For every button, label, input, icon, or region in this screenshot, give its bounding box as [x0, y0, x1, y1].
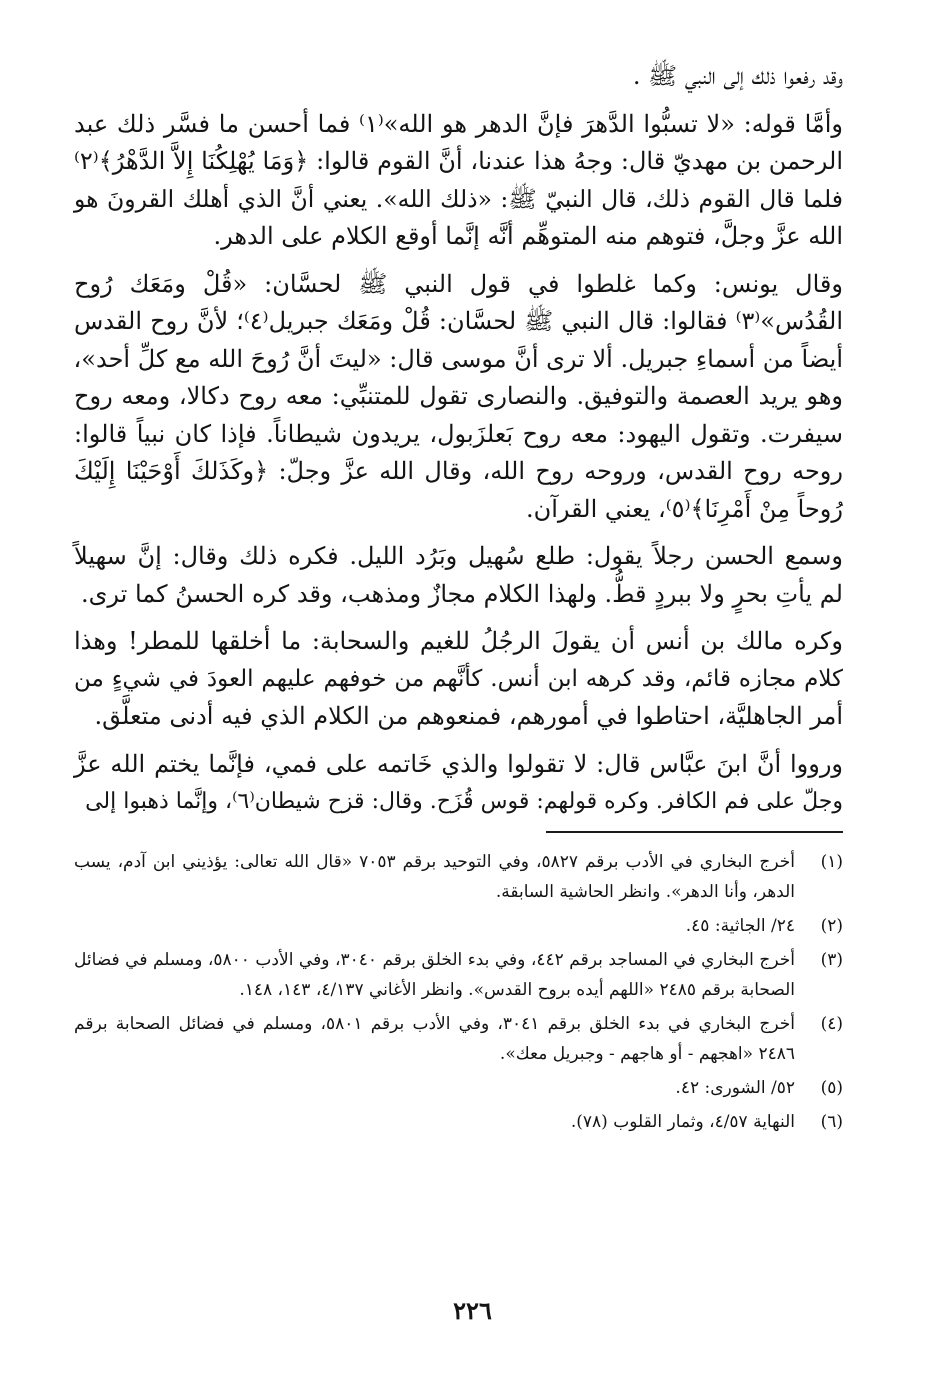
footnote-number: (٣)	[820, 949, 843, 970]
text-line: القُدُس»⁽٣⁾ فقالوا: قال النبي ﷺ لحسَّان: قُلْ ومَعَك جبريل⁽٤⁾؛ لأنَّ روح القدس	[74, 307, 843, 335]
footnote-number: (٦)	[820, 1111, 843, 1132]
footnote	[74, 945, 843, 1005]
footnotes	[74, 847, 843, 1137]
text-line: وكره مالك بن أنس أن يقولَ الرجُلُ للغيم والسحابة: ما أخلقها للمطر! وهذا	[74, 627, 843, 655]
text-line: سيفرت. وتقول اليهود: معه روح بَعلزَبول، يريدون شيطاناً. فإذا كان نبياً قالوا:	[74, 419, 843, 448]
footnote-text: النهاية ٤/٥٧، وثمار القلوب (٧٨).	[570, 1111, 795, 1132]
footnote-number: (٤)	[820, 1013, 843, 1034]
footnote-number: (٥)	[820, 1077, 843, 1098]
footnote-text: أخرج البخاري في بدء الخلق برقم ٣٠٤١، وفي الأدب برقم ٥٨٠١، ومسلم في فضائل الصحابة برقم ٢٤٨٦ «اهجهم - أو هاجهم - وجبريل معك».	[74, 1013, 796, 1064]
body-text	[74, 58, 843, 821]
text-line: وجلّ على فم الكافر. وكره قولهم: قوس قُزَح. وقال: قزح شيطان⁽٦⁾، وإنَّما ذهبوا إلى	[85, 789, 843, 814]
footnote-number: (٢)	[820, 915, 843, 936]
text-line: وسمع الحسن رجلاً يقول: طلع سُهيل وبَرُد الليل. فكره ذلك وقال: إنَّ سهيلاً	[74, 542, 843, 570]
text-line: وقد رفعوا ذلك إلى النبي ﷺ .	[632, 62, 843, 90]
text-line: وقال يونس: وكما غلطوا في قول النبي ﷺ لحسَّان: «قُلْ ومَعَك رُوح	[74, 269, 843, 298]
paragraph	[74, 58, 843, 96]
text-line: ورووا أنَّ ابنَ عبَّاس قال: لا تقولوا والذي خَاتمه على فمي، فإنَّما يختم الله عزَّ	[74, 749, 843, 778]
text-line: وأمَّا قوله: «لا تسبُّوا الدَّهرَ فإنَّ الدهر هو الله»⁽١⁾ فما أحسن ما فسَّر ذلك عبد	[74, 109, 843, 138]
page-number: ٢٢٦	[453, 1296, 492, 1325]
text-line: روحه روح القدس، وروحه روح الله، وقال الله عزَّ وجلّ: ﴿وكَذَلكَ أَوْحَيْنَا إِلَيْكَ	[74, 457, 843, 485]
text-line: وهو يريد العصمة والتوفيق. والنصارى تقول للمتنبِّي: معه روح دكالا، ومعه روح	[74, 382, 843, 410]
paragraph	[74, 538, 843, 613]
footnote	[74, 1107, 843, 1137]
footnote-text: ٥٢/ الشورى: ٤٢.	[675, 1077, 795, 1098]
text-line: لم يأتِ بحرٍ ولا ببردٍ قطُّ. ولهذا الكلام مجازٌ ومذهب، وقد كره الحسنُ كما ترى.	[80, 579, 843, 608]
paragraph	[74, 266, 843, 529]
text-line: الرحمن بن مهديّ قال: وجهُ هذا عندنا، أنَّ القوم قالوا: ﴿وَمَا يُهْلِكُنَا إِلاَّ الدَّهْرُ﴾⁽٢⁾	[74, 147, 843, 175]
footnote-number: (١)	[820, 851, 843, 872]
text-line: فلما قال القوم ذلك، قال النبيّ ﷺ: «ذلك الله». يعني أنَّ الذي أهلك القرونَ هو	[74, 184, 843, 213]
footnote	[74, 847, 843, 907]
paragraph	[74, 106, 843, 256]
text-line: أيضاً من أسماءِ جبريل. ألا ترى أنَّ موسى قال: «ليتَ أنَّ رُوحَ الله مع كلِّ أحد»،	[73, 344, 843, 373]
footnote	[74, 911, 843, 941]
footnote-text: ٢٤/ الجاثية: ٤٥.	[685, 915, 795, 936]
footnote-text: أخرج البخاري في الأدب برقم ٥٨٢٧، وفي التوحيد برقم ٧٠٥٣ «قال الله تعالى: يؤذيني ابن آدم، يسب الدهر، وأنا الدهر». وانظر الحاشية السابقة.	[74, 851, 796, 902]
footnote	[74, 1009, 843, 1069]
footnote	[74, 1073, 843, 1103]
text-line: أمر الجاهليَّة، احتاطوا في أمورهم، فمنعوهم من الكلام الذي فيه أدنى متعلَّق.	[94, 702, 843, 730]
text-line: كلام مجازه قائم، وقد كرهه ابن أنس. كأنَّهم من خوفهم عليهم العودَ في شيءٍ من	[74, 665, 843, 692]
paragraph	[74, 623, 843, 736]
text-line: الله عزَّ وجلَّ، فتوهم منه المتوهِّم أنَّه إنَّما أوقع الكلام على الدهر.	[213, 222, 843, 250]
text-line: رُوحاً مِنْ أَمْرِنَا﴾⁽٥⁾، يعني القرآن.	[525, 494, 843, 523]
footnote-separator	[546, 831, 843, 833]
paragraph	[74, 746, 843, 821]
footnote-text: أخرج البخاري في المساجد برقم ٤٤٢، وفي بدء الخلق برقم ٣٠٤٠، وفي الأدب ٥٨٠٠، ومسلم في فضائل الصحابة برقم ٢٤٨٥ «اللهم أيده بروح القدس». وانظر الأغاني ٤/١٣٧، ١٤٣، ١٤٨.	[74, 949, 795, 1000]
